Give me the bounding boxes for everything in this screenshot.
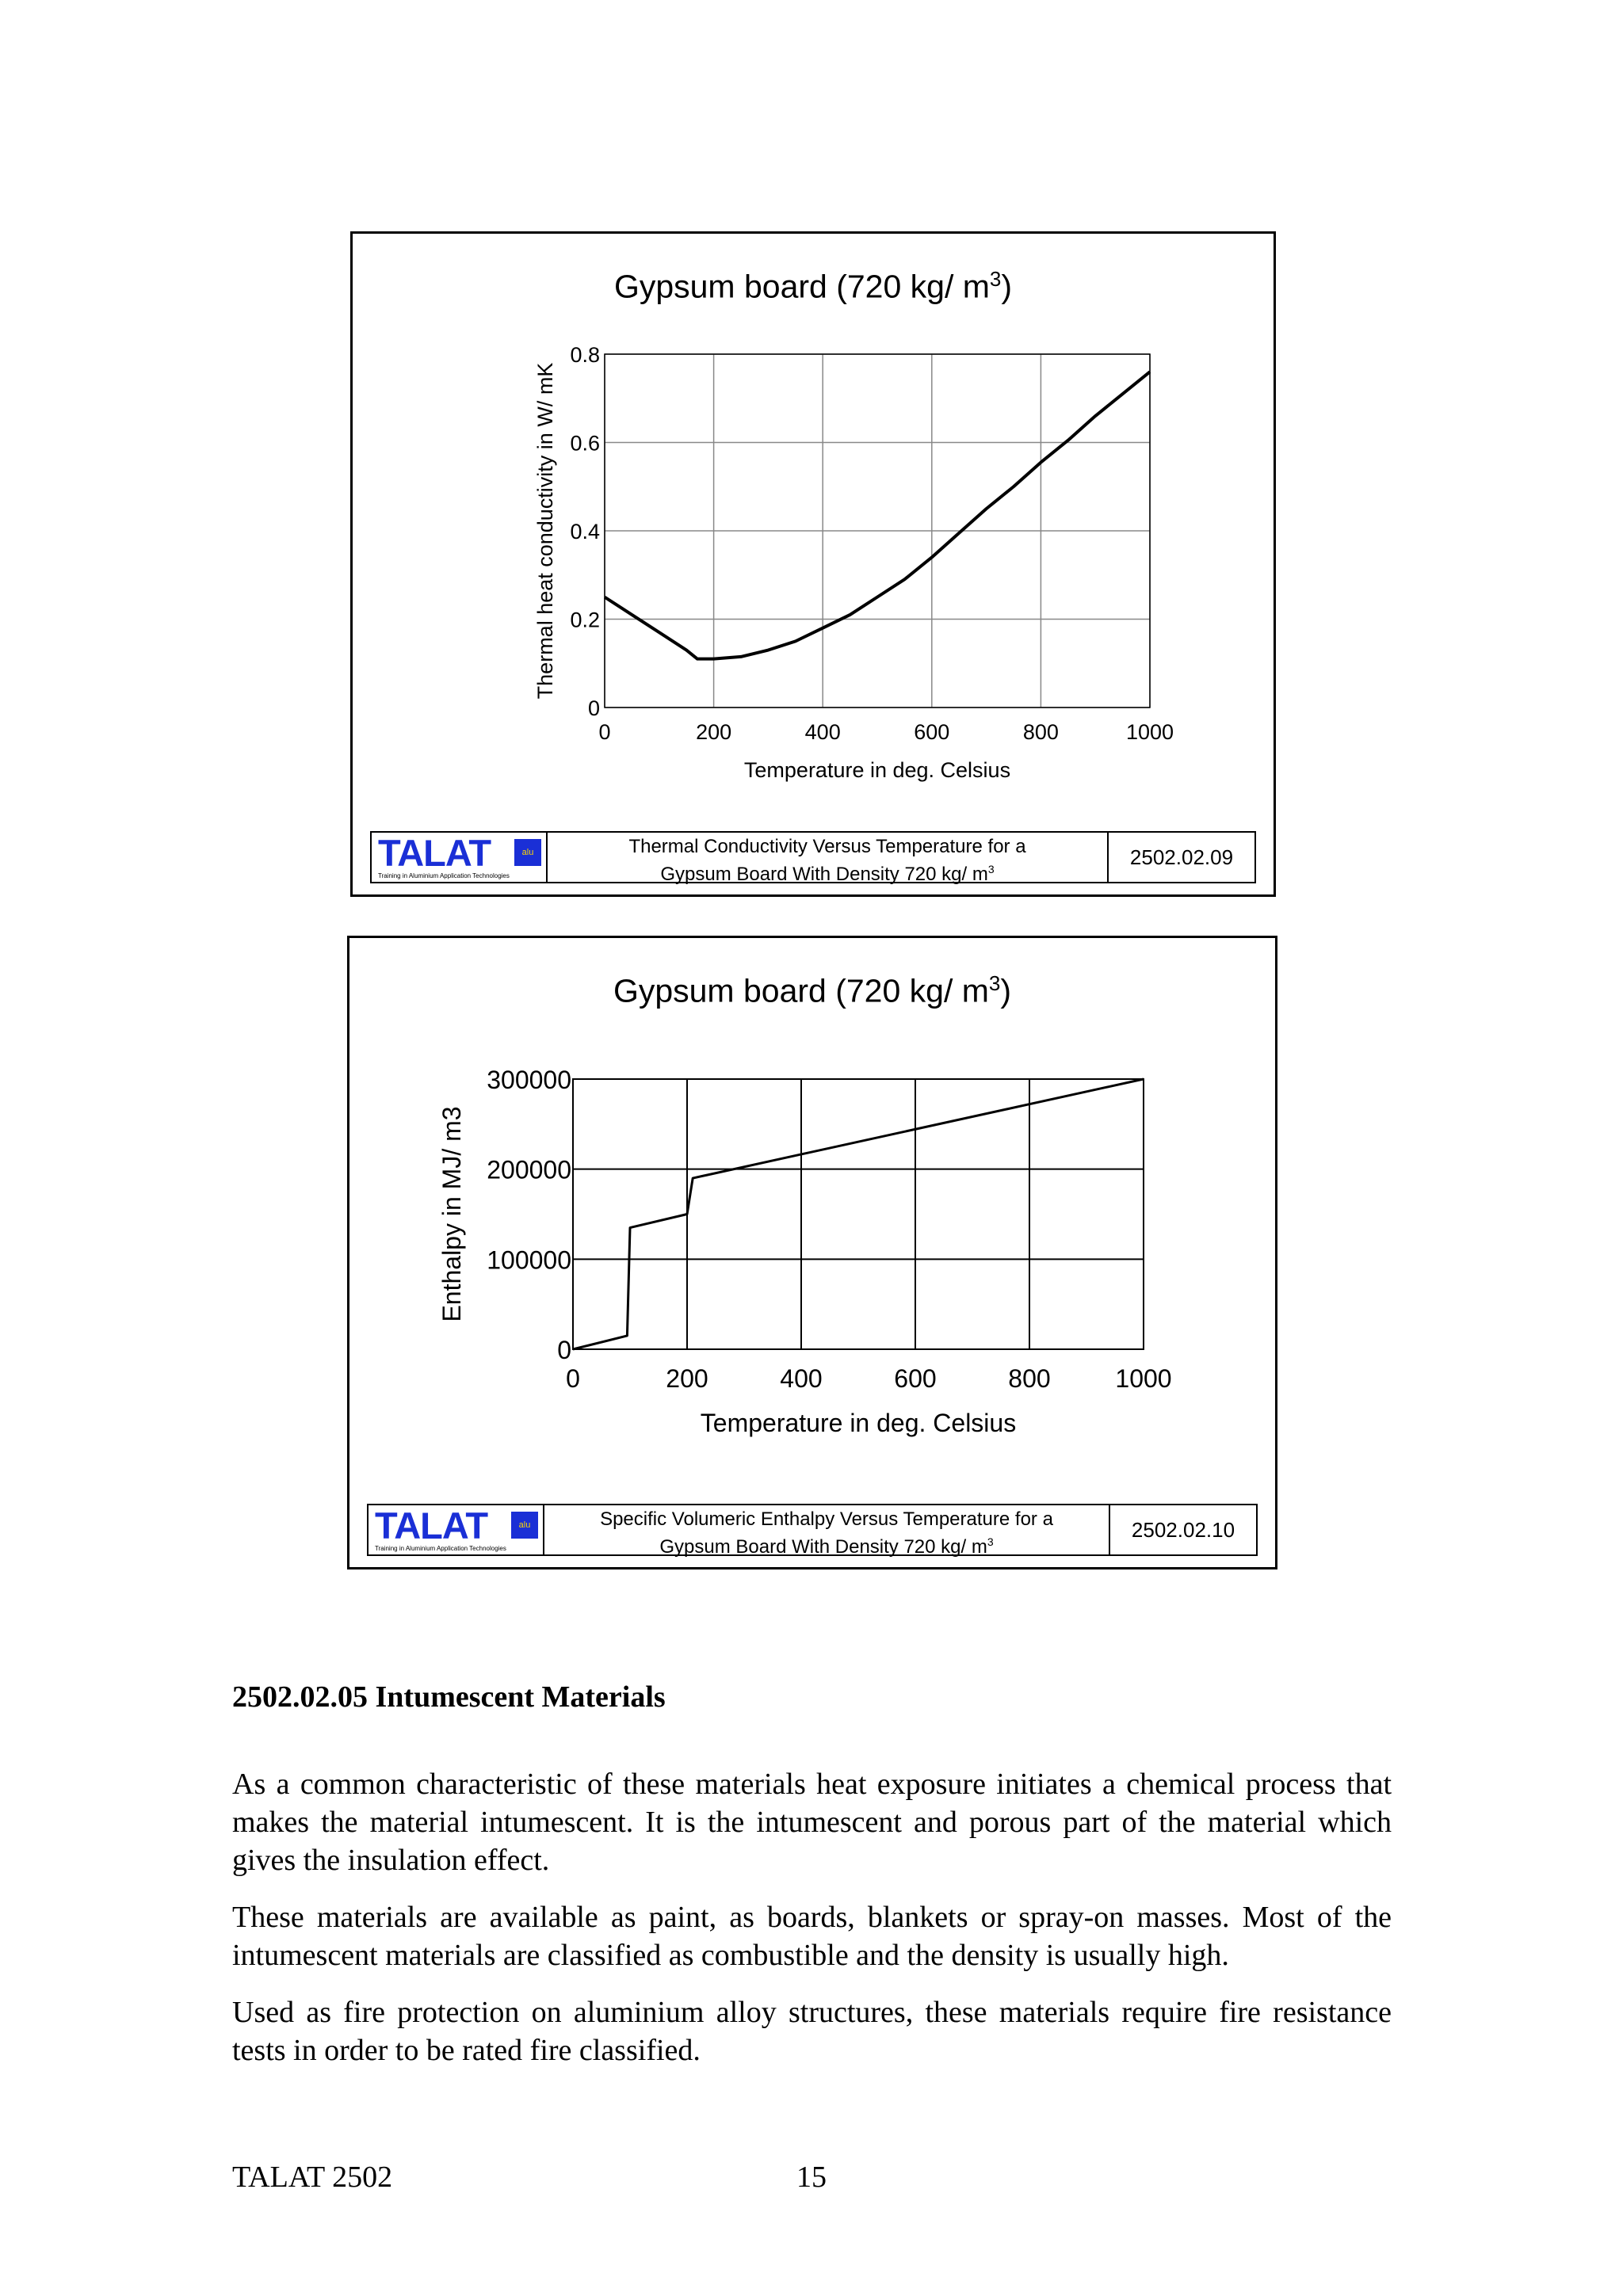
x-tick-label: 600	[894, 1364, 937, 1393]
y-tick-label: 0.8	[570, 343, 600, 367]
x-tick-label: 0	[566, 1364, 580, 1393]
figure-caption: Specific Volumeric Enthalpy Versus Temperature for a Gypsum Board With Density 720 kg/ $m^3$	[544, 1505, 1110, 1554]
series-line	[605, 372, 1150, 658]
plot-frame	[573, 1079, 1144, 1349]
thermal-conductivity-chart	[353, 234, 1274, 788]
paragraph: As a common characteristic of these materials heat exposure initiates a chemical process that makes the material intumescent. It is the intumescent and porous part of the material which gives the insulation effect.	[232, 1768, 1392, 1877]
figure-code: 2502.02.10	[1131, 1517, 1235, 1542]
y-tick-label: 200000	[487, 1155, 571, 1184]
talat-logo: TALAT alu Training in Aluminium Application Technologies	[369, 1505, 544, 1554]
figure-footer	[367, 1504, 1258, 1556]
section-heading: 2502.02.05 Intumescent Materials	[232, 1680, 666, 1714]
paragraph: Used as fire protection on aluminium alloy structures, these materials require fire resistance tests in order to be rated fire classified.	[232, 1996, 1392, 2067]
x-tick-label: 800	[1008, 1364, 1051, 1393]
talat-logo: TALAT alu Training in Aluminium Application Technologies	[372, 833, 548, 882]
x-axis-label: Temperature in deg. Celsius	[700, 1409, 1017, 1437]
chart-title: Gypsum board (720 kg/ $m^3$)	[613, 267, 1013, 305]
x-tick-label: 1000	[1115, 1364, 1172, 1393]
y-tick-label: 0.2	[570, 608, 600, 632]
x-tick-label: 200	[666, 1364, 708, 1393]
x-tick-label: 800	[1022, 720, 1059, 744]
y-tick-label: 100000	[487, 1245, 571, 1275]
eu-flag-icon: alu	[511, 1512, 538, 1539]
figure-code: 2502.02.09	[1129, 845, 1234, 869]
y-tick-label: 0	[587, 696, 600, 720]
x-tick-label: 400	[780, 1364, 823, 1393]
y-axis-label: Thermal heat conductivity in W/ mK	[533, 362, 557, 700]
figure-thermal-conductivity	[350, 231, 1276, 897]
chart-title: Gypsum board (720 kg/ $m^3$)	[613, 971, 1012, 1009]
page-footer-left: TALAT 2502	[232, 2161, 393, 2194]
y-axis-label: Enthalpy in MJ/ m3	[437, 1106, 466, 1322]
y-tick-label: 0.4	[570, 520, 600, 543]
eu-flag-icon: alu	[514, 839, 541, 866]
enthalpy-chart	[349, 938, 1275, 1493]
x-tick-label: 200	[696, 720, 732, 744]
x-tick-label: 1000	[1125, 720, 1174, 744]
x-tick-label: 0	[598, 720, 611, 744]
paragraph: These materials are available as paint, as boards, blankets or spray-on masses. Most of the intumescent materials are classified as combustible and the density is usually high.	[232, 1901, 1392, 1972]
x-axis-label: Temperature in deg. Celsius	[743, 758, 1011, 782]
figure-enthalpy	[347, 936, 1277, 1569]
y-tick-label: 0.6	[570, 431, 600, 456]
figure-footer	[370, 831, 1256, 883]
page-number: 15	[796, 2161, 827, 2194]
figure-caption: Thermal Conductivity Versus Temperature for a Gypsum Board With Density 720 kg/ $m^3$	[548, 833, 1109, 882]
y-tick-label: 0	[557, 1336, 571, 1364]
x-tick-label: 600	[914, 720, 950, 744]
x-tick-label: 400	[804, 720, 841, 744]
series-line	[573, 1079, 1144, 1349]
y-tick-label: 300000	[487, 1066, 571, 1094]
